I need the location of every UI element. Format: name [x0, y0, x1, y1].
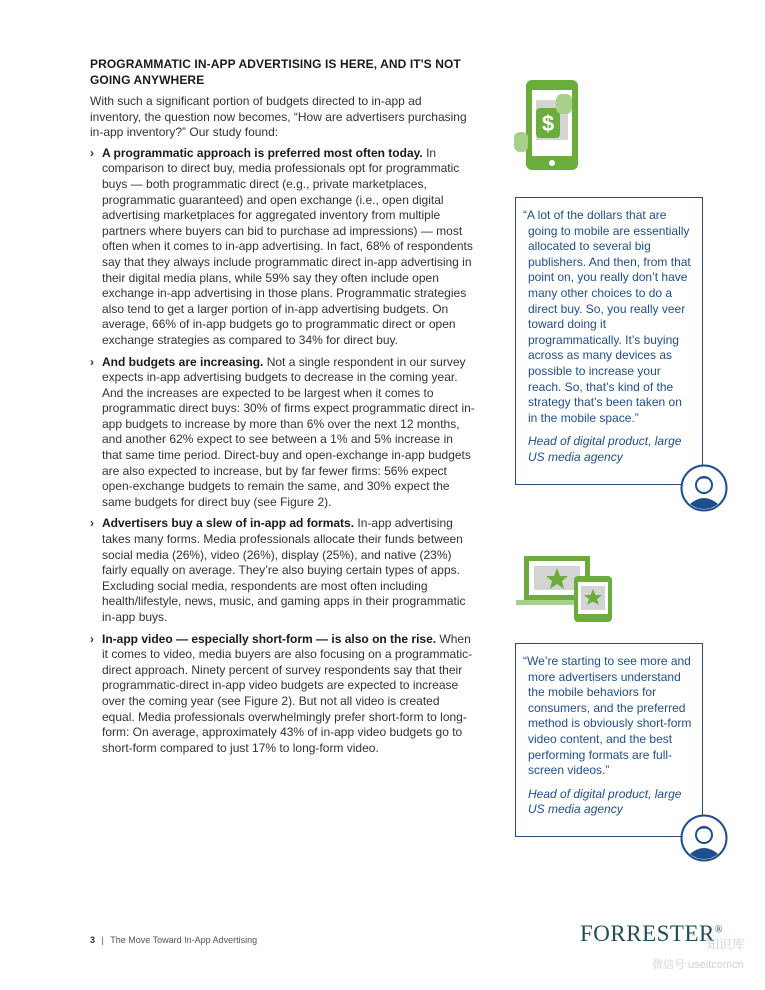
list-item — [90, 632, 475, 757]
page-footer — [90, 935, 257, 945]
page-number: 3 — [90, 935, 96, 945]
bullet-body: Not a single respondent in our survey expects in-app advertising budgets to decrease in the coming year. And the increases are expected to be largest when it comes to programmatic direct buys: 30% of firms expect programmatic direct in-app budgets to increase by more than 6% over the next 12 months, and another 62% expect to see between a 1% and 5% increase in that same time period. Direct-buy and open-exchange in-app budgets are also expected to increase, but by far fewer firms: 56% expect open-exchange budgets to remain the same, and 30% expect the same budgets for direct buy (see Figure 2). — [102, 354, 475, 509]
bullet-body: In comparison to direct buy, media professionals opt for programmatic buys — both programmatic direct (e.g., private marketplaces, programmatic guaranteed) and open exchange (i.e., open digital advertising marketplaces for aggregated inventory from multiple partners where buyers can bid to purchase ad impressions) — most often when it comes to in-app advertising. In fact, 68% of respondents say that they always include programmatic direct in-app advertising in their digital media plans, while 59% say they often include open exchange in-app advertising in those plans. Programmatic strategies also tend to get a larger portion of in-app advertising budgets. On average, 66% of in-app budgets go to programmatic direct or open exchange strategies as compared to 34% for direct buy. — [102, 145, 473, 347]
bullet-lead: Advertisers buy a slew of in-app ad formats. — [102, 516, 355, 531]
dollar-symbol: $ — [541, 111, 555, 136]
findings-list — [90, 146, 475, 757]
person-avatar-icon — [680, 814, 728, 862]
person-avatar-icon — [680, 464, 728, 512]
quote-box-1 — [515, 197, 703, 485]
bullet-lead: In-app video — especially short-form — is also on the rise. — [102, 631, 437, 646]
devices-star-icon — [512, 552, 616, 624]
bullet-lead: A programmatic approach is preferred most often today. — [102, 145, 423, 160]
list-item — [90, 146, 475, 349]
logo-registered-mark: ® — [714, 924, 723, 936]
quote-text: “A lot of the dollars that are going to mobile are essentially allocated to several big publishers. And then, from that point on, you really don’t have many other choices to do a direct buy. So, you really veer toward doing it programmatically. It’s buying across as many devices as possible to increase your reach. So, that’s kind of the strategy that’s been taken on in the mobile space.” — [523, 208, 691, 425]
quote-text: “We’re starting to see more and more advertisers understand the mobile behaviors for consumers, and the preferred method is obviously short-form video content, and the best performing formats are full-screen videos.” — [523, 654, 692, 778]
bullet-body: In-app advertising takes many forms. Media professionals allocate their funds between social media (26%), video (26%), display (25%), and native (23%) fairly equally on average. They’re also buying certain types of apps. Excluding social media, respondents are most often including health/lifestyle, news, music, and gaming apps in their programmatic in-app buys. — [102, 516, 466, 624]
main-column — [90, 56, 475, 762]
watermark-subtitle: 微信号 useitcomcn — [652, 959, 744, 971]
intro-paragraph: With such a significant portion of budgets directed to in-app ad inventory, the question now becomes, “How are advertisers purchasing in-app inventory?” Our study found: — [90, 94, 467, 140]
quote-attribution: Head of digital product, large US media agency — [528, 786, 682, 817]
quote-attribution: Head of digital product, large US media agency — [528, 434, 682, 464]
footer-separator: | — [101, 935, 104, 945]
list-item — [90, 355, 475, 511]
chevron-right-icon: › — [90, 145, 94, 160]
chevron-right-icon: › — [90, 354, 94, 369]
footer-title: The Move Toward In-App Advertising — [110, 935, 258, 945]
forrester-logo — [580, 921, 723, 947]
bullet-lead: And budgets are increasing. — [102, 354, 264, 369]
logo-text: FORRESTER — [580, 921, 715, 946]
chevron-right-icon: › — [90, 516, 94, 531]
watermark-title: 知识库 — [706, 937, 746, 952]
bullet-body: When it comes to video, media buyers are also focusing on a programmatic-direct approach. Ninety percent of survey respondents say that their programmatic-direct in-app video budgets are expected to increase over the coming year (see Figure 2). But not all video is created equal. Media professionals overwhelmingly prefer short-form to long-form: On average, approximately 43% of in-app video budgets go to short-form compared to just 17% to long-form video. — [102, 631, 473, 755]
quote-box-2 — [515, 643, 703, 837]
section-heading: PROGRAMMATIC IN-APP ADVERTISING IS HERE, AND IT'S NOT GOING ANYWHERE — [90, 57, 461, 87]
mobile-dollar-icon — [512, 78, 584, 176]
list-item — [90, 516, 475, 625]
chevron-right-icon: › — [90, 631, 94, 646]
